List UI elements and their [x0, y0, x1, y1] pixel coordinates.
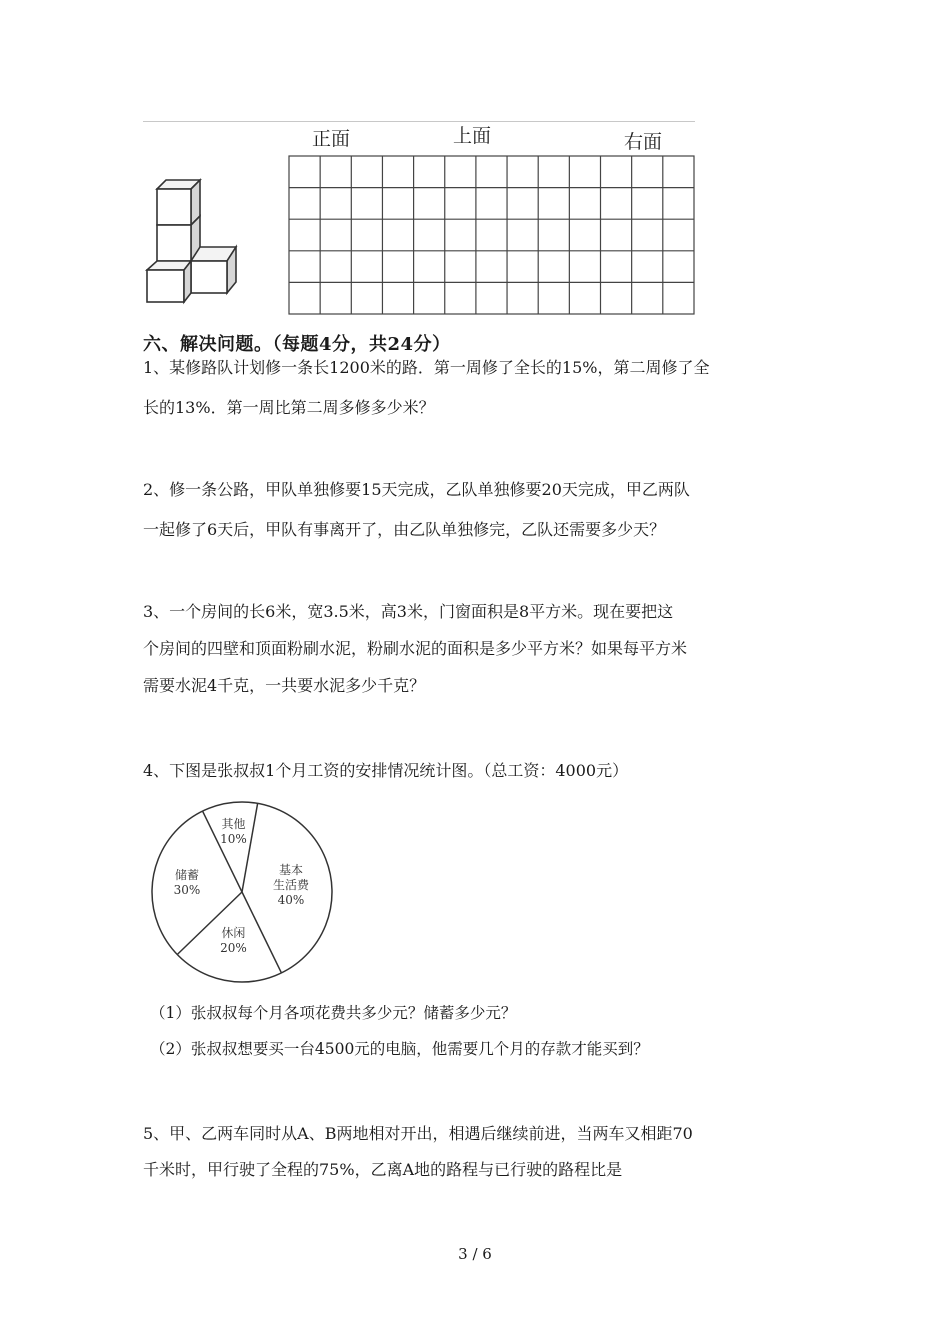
section-title: 六、解决问题。（每题4分，共24分） [143, 334, 451, 355]
pie-slice-name: 生活费 [272, 878, 310, 893]
pie-slice-value: 20% [220, 941, 247, 956]
question-1-line-1: 1、某修路队计划修一条长1200米的路．第一周修了全长的15%，第二周修了全 [143, 358, 710, 377]
pie-slice-value: 30% [173, 882, 201, 897]
pie-slice-4-label [220, 816, 247, 846]
question-2-line-2: 一起修了6天后，甲队有事离开了，由乙队单独修完，乙队还需要多少天？ [143, 520, 666, 539]
question-3-line-1: 3、一个房间的长6米，宽3.5米，高3米，门窗面积是8平方米。现在要把这 [143, 602, 674, 621]
question-2-line-1: 2、修一条公路，甲队单独修要15天完成，乙队单独修要20天完成，甲乙两队 [143, 480, 690, 499]
pie-slice-3-label [174, 867, 201, 897]
question-4-sub-2: （2）张叔叔想要买一台4500元的电脑，他需要几个月的存款才能买到？ [150, 1040, 649, 1058]
front-view-label: 正面 [312, 128, 351, 150]
question-3-line-2: 个房间的四壁和顶面粉刷水泥，粉刷水泥的面积是多少平方米？如果每平方米 [143, 639, 688, 658]
question-4-sub-1: （1）张叔叔每个月各项花费共多少元？储蓄多少元？ [150, 1004, 517, 1022]
top-divider [143, 121, 695, 122]
pie-slice-value: 10% [220, 831, 247, 846]
drawing-grid [288, 155, 698, 317]
pie-slice-name: 休闲 [221, 926, 246, 941]
page-number: 3 / 6 [458, 1245, 492, 1263]
question-3-line-3: 需要水泥4千克，一共要水泥多少千克？ [143, 676, 426, 695]
cube-stack-figure [140, 175, 245, 305]
top-view-label: 上面 [453, 125, 492, 147]
pie-slice-name: 其他 [221, 816, 246, 831]
salary-pie-chart [145, 795, 345, 995]
right-view-label: 右面 [624, 131, 663, 153]
pie-slice-value: 40% [277, 893, 305, 908]
pie-slice-name: 基本 [278, 863, 304, 878]
question-4-line-1: 4、下图是张叔叔1个月工资的安排情况统计图。（总工资：4000元） [143, 761, 629, 780]
question-5-line-2: 千米时，甲行驶了全程的75%，乙离A地的路程与已行驶的路程比是 [143, 1160, 623, 1179]
pie-slice-2-label [220, 925, 247, 955]
pie-slice-name: 储蓄 [174, 867, 200, 882]
question-1-line-2: 长的13%．第一周比第二周多修多少米？ [143, 398, 435, 417]
question-5-line-1: 5、甲、乙两车同时从A、B两地相对开出，相遇后继续前进，当两车又相距70 [143, 1124, 693, 1143]
